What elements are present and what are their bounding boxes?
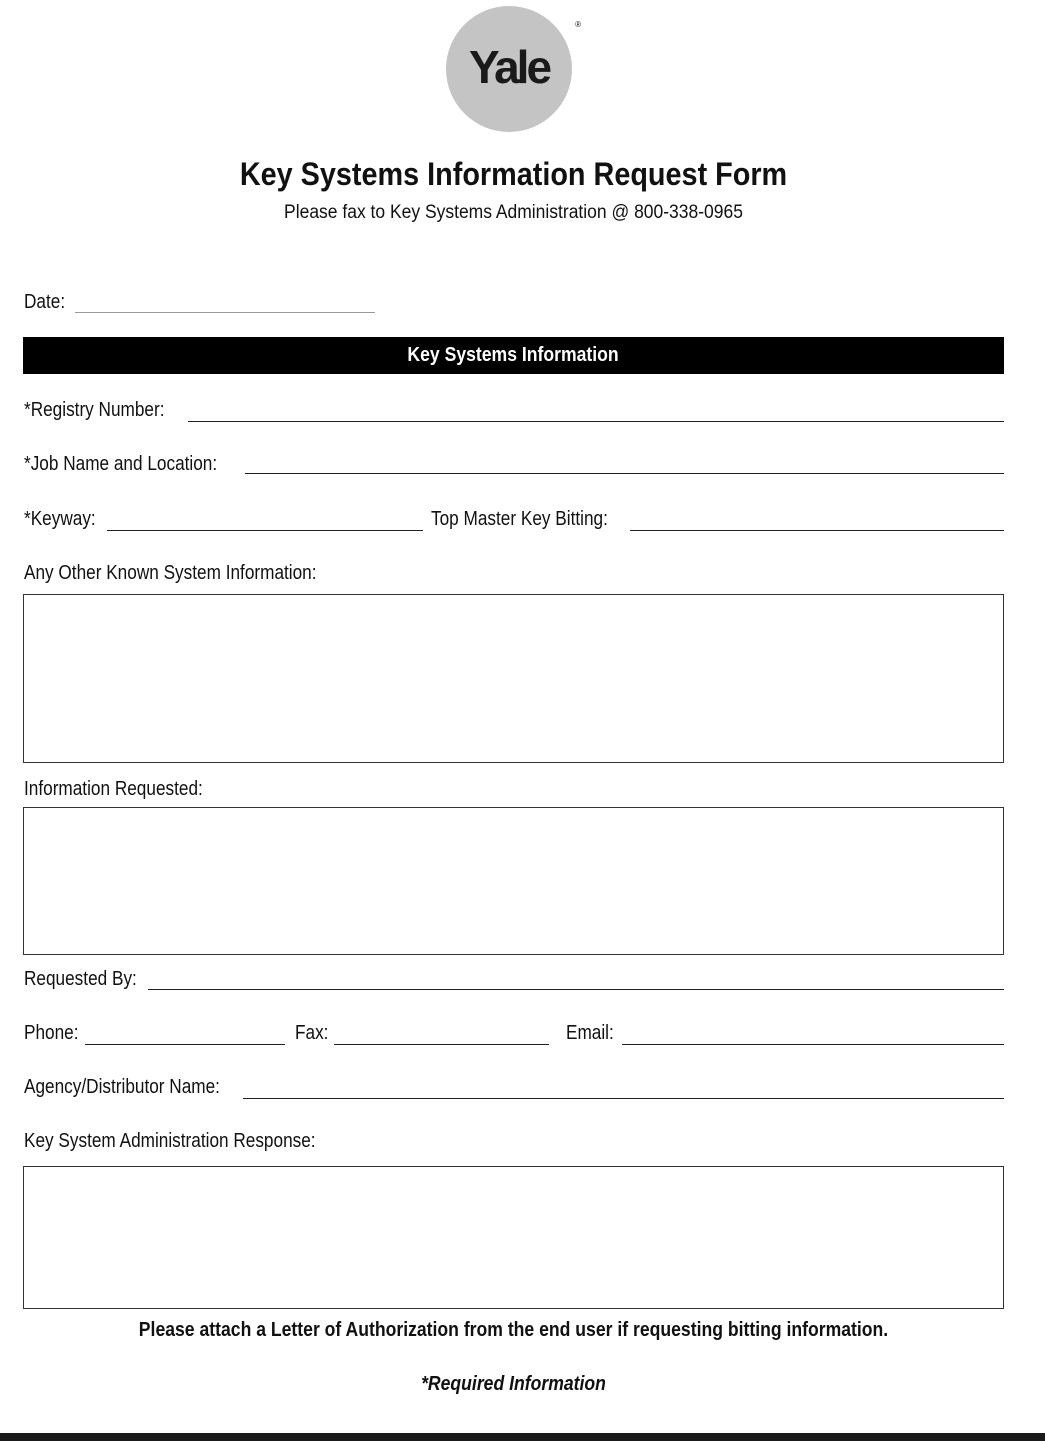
date-label: Date: [24, 291, 66, 313]
registered-mark: ® [575, 20, 581, 29]
information-requested-label: Information Requested: [24, 778, 203, 800]
email-label: Email: [566, 1022, 614, 1044]
keyway-label: *Keyway: [24, 508, 96, 530]
requested-by-label: Requested By: [24, 968, 137, 990]
email-field[interactable] [622, 1044, 1004, 1045]
form-subtitle: Please fax to Key Systems Administration @ 800-338-0965 [284, 202, 743, 223]
registry-number-label: *Registry Number: [24, 399, 165, 421]
requested-by-field[interactable] [148, 989, 1004, 990]
section-title: Key Systems Information [407, 344, 620, 366]
bottom-rule [0, 1433, 1045, 1441]
date-field[interactable] [75, 312, 375, 313]
top-master-key-bitting-label: Top Master Key Bitting: [431, 508, 608, 530]
job-name-location-label: *Job Name and Location: [24, 453, 218, 475]
other-system-info-box[interactable] [23, 594, 1004, 763]
admin-response-label: Key System Administration Response: [24, 1130, 316, 1152]
agency-distributor-name-label: Agency/Distributor Name: [24, 1076, 220, 1098]
other-system-info-label: Any Other Known System Information: [24, 562, 317, 584]
keyway-field[interactable] [107, 530, 423, 531]
job-name-location-field[interactable] [245, 473, 1004, 474]
required-note: *Required Information [421, 1373, 606, 1395]
yale-logo [446, 6, 581, 132]
top-master-key-bitting-field[interactable] [630, 530, 1004, 531]
fax-field[interactable] [334, 1044, 549, 1045]
information-requested-box[interactable] [23, 807, 1004, 955]
agency-distributor-name-field[interactable] [243, 1098, 1004, 1099]
authorization-notice: Please attach a Letter of Authorization from the end user if requesting bitting information. [138, 1319, 889, 1341]
section-header [23, 337, 1004, 374]
admin-response-box[interactable] [23, 1166, 1004, 1309]
phone-label: Phone: [24, 1022, 79, 1044]
logo-text: Yale [468, 41, 550, 93]
fax-label: Fax: [295, 1022, 329, 1044]
form-title: Key Systems Information Request Form [239, 156, 788, 192]
phone-field[interactable] [85, 1044, 285, 1045]
registry-number-field[interactable] [188, 421, 1004, 422]
